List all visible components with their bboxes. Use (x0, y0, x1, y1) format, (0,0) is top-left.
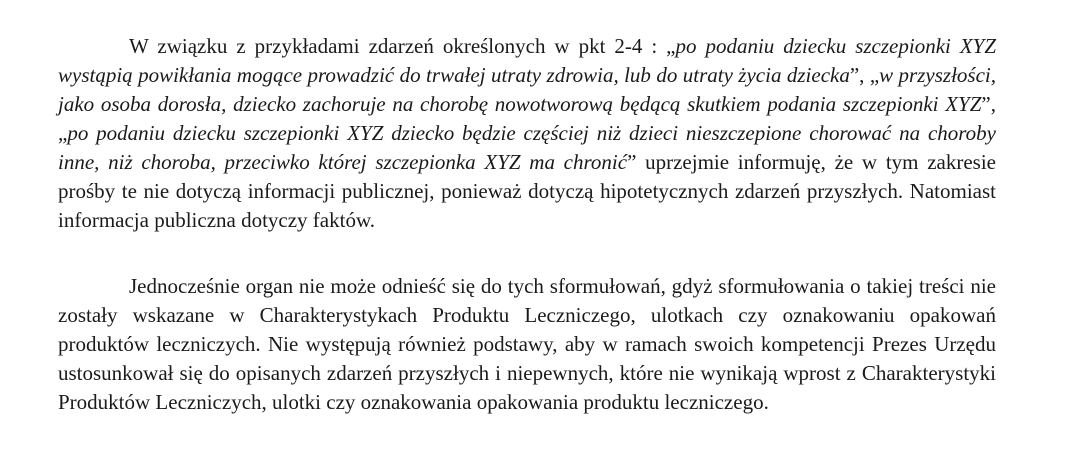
paragraph-1-segment-7: ” uprzejmie informuję, że w tym zakresie prośby te nie dotyczą informacji publicznej, ponieważ dotyczą hipotetycznych zdarzeń przyszłych. Natomiast informacja publiczna dotyczy faktów. (58, 150, 997, 232)
paragraph-1-segment-3: ”, „ (849, 63, 880, 87)
quote-other-diseases: po podaniu dziecku szczepionki XYZ dziecko będzie częściej niż dzieci nieszczepione chorować na choroby inne, niż choroba, przeciwko której szczepionka XYZ ma chronić (58, 121, 996, 174)
quote-cancer-risk: w przyszłości, jako osoba dorosła, dziecko zachoruje na chorobę nowotworową będącą skutkiem podania szczepionki XYZ (58, 63, 996, 116)
quote-complication-risk: po podaniu dziecku szczepionki XYZ wystąpią powikłania mogące prowadzić do trwałej utraty zdrowia, lub do utraty życia dziecka (58, 34, 997, 87)
paragraph-2 (58, 272, 996, 417)
paragraph-1 (58, 32, 996, 235)
paragraph-1-segment-5: ”, „ (58, 92, 996, 145)
paragraph-2-text: Jednocześnie organ nie może odnieść się do tych sformułowań, gdyż sformułowania o takiej treści nie zostały wskazane w Charakterystykach Produktu Leczniczego, ulotkach czy oznakowaniu opakowań produktów leczniczych. Nie występują również podstawy, aby w ramach swoich kompetencji Prezes Urzędu ustosunkował się do opisanych zdarzeń przyszłych i niepewnych, które nie wynikają wprost z Charakterystyki Produktów Leczniczych, ulotki czy oznakowania opakowania produktu leczniczego. (58, 274, 996, 414)
paragraph-1-segment-1: W związku z przykładami zdarzeń określonych w pkt 2-4 : „ (129, 34, 676, 58)
